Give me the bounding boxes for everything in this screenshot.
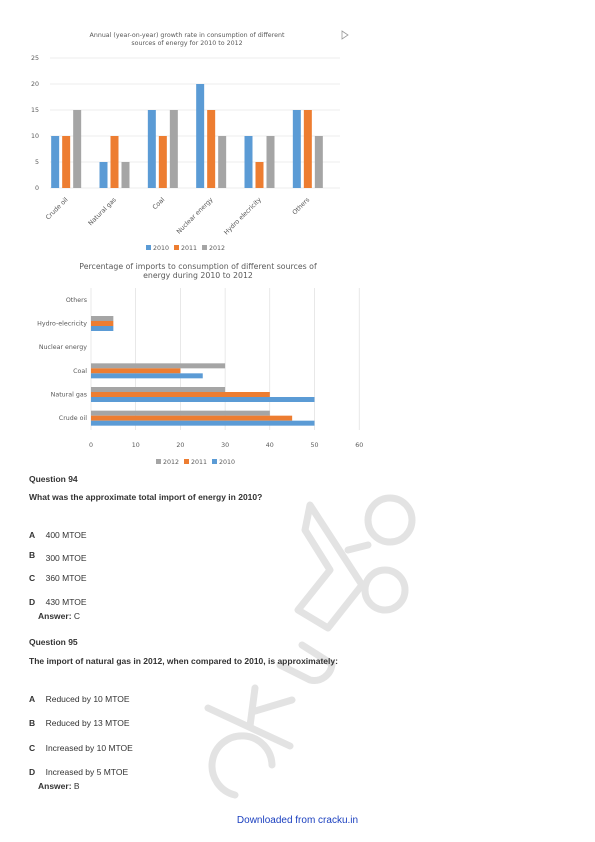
bar-2010-hydro-elecricity <box>91 326 113 331</box>
bar-2010-crude-oil <box>51 136 59 188</box>
play-arrow-icon <box>340 30 350 40</box>
question-95-option-a[interactable] <box>29 689 130 707</box>
legend-label: 2010 <box>219 459 236 466</box>
bar-2010-others <box>293 110 301 188</box>
x-tick-label: 10 <box>131 442 140 449</box>
x-tick-label: 20 <box>176 442 185 449</box>
legend-swatch-2010 <box>212 459 217 464</box>
bar-2010-natural-gas <box>91 397 315 402</box>
growth-rate-bar-chart <box>30 28 345 263</box>
y-tick-label: 25 <box>30 55 39 62</box>
x-tick-label: Crude oil <box>44 196 70 222</box>
bar-2012-nuclear-energy <box>218 136 226 188</box>
option-text: 300 MTOE <box>45 553 87 563</box>
bar-2010-hydro-elecricity <box>245 136 253 188</box>
cracku-watermark <box>180 450 440 830</box>
legend-label: 2011 <box>181 245 198 252</box>
x-tick-label: 30 <box>221 442 230 449</box>
bar-2010-nuclear-energy <box>196 84 204 188</box>
bar-2010-coal <box>148 110 156 188</box>
x-tick-label: Nuclear energy <box>175 196 215 236</box>
bar-2012-coal <box>91 363 225 368</box>
bar-2011-crude-oil <box>62 136 70 188</box>
option-text: 400 MTOE <box>45 530 87 540</box>
option-letter: B <box>29 550 36 560</box>
y-tick-label: 5 <box>34 159 39 166</box>
y-tick-label: 10 <box>30 133 39 140</box>
option-text: 430 MTOE <box>45 597 87 607</box>
bar-2011-hydro-elecricity <box>91 321 113 326</box>
bar-2011-hydro-elecricity <box>256 162 264 188</box>
y-category-label: Others <box>65 296 87 304</box>
bar-2011-natural-gas <box>111 136 119 188</box>
bar-2010-natural-gas <box>100 162 108 188</box>
legend-label: 2012 <box>163 459 180 466</box>
bar-2011-coal <box>159 136 167 188</box>
bar-2012-hydro-elecricity <box>267 136 275 188</box>
option-letter: D <box>29 767 36 777</box>
option-letter: B <box>29 718 36 728</box>
question-95-text: The import of natural gas in 2012, when compared to 2010, is approximately: <box>29 656 338 666</box>
option-letter: A <box>29 694 36 704</box>
x-tick-label: Coal <box>151 196 167 212</box>
question-94-option-d[interactable] <box>29 592 87 610</box>
footer-download-link[interactable]: Downloaded from cracku.in <box>236 815 359 826</box>
option-text: Reduced by 13 MTOE <box>45 718 130 728</box>
legend-swatch-2012 <box>156 459 161 464</box>
option-letter: C <box>29 743 36 753</box>
y-tick-label: 15 <box>30 107 39 114</box>
question-94-option-b[interactable] <box>29 548 87 566</box>
question-94-option-a[interactable] <box>29 525 87 543</box>
chart1-title-line1: Annual (year-on-year) growth rate in consumption of different <box>89 32 285 39</box>
x-tick-label: Natural gas <box>87 196 118 228</box>
bar-2010-coal <box>91 373 203 378</box>
option-text: 360 MTOE <box>45 573 87 583</box>
legend-swatch-2012 <box>202 245 207 250</box>
bar-2012-natural-gas <box>122 162 130 188</box>
question-95-label: Question 95 <box>29 637 78 647</box>
bar-2011-nuclear-energy <box>207 110 215 188</box>
option-text: Increased by 5 MTOE <box>45 767 129 777</box>
option-letter: A <box>29 530 36 540</box>
y-category-label: Coal <box>73 367 87 375</box>
legend-swatch-2010 <box>146 245 151 250</box>
answer-value: C <box>73 611 81 621</box>
y-category-label: Natural gas <box>50 391 87 399</box>
legend-label: 2011 <box>191 459 208 466</box>
bar-2012-crude-oil <box>73 110 81 188</box>
bar-2011-others <box>304 110 312 188</box>
option-letter: C <box>29 573 36 583</box>
question-94-label: Question 94 <box>29 474 78 484</box>
answer-label: Answer: <box>38 781 72 791</box>
y-category-label: Hydro-elecricity <box>37 320 87 328</box>
bar-2011-crude-oil <box>91 416 292 421</box>
question-95-option-c[interactable] <box>29 738 133 756</box>
x-tick-label: 50 <box>310 442 319 449</box>
question-94-text: What was the approximate total import of energy in 2010? <box>29 492 263 502</box>
x-tick-label: Hydro elecricity <box>222 196 263 237</box>
y-category-label: Nuclear energy <box>38 344 87 352</box>
question-95-answer <box>38 781 80 791</box>
question-95-option-d[interactable] <box>29 762 128 780</box>
answer-label: Answer: <box>38 611 72 621</box>
chart1-title-line2: sources of energy for 2010 to 2012 <box>131 40 243 47</box>
bar-2012-others <box>315 136 323 188</box>
chart2-title-line1: Percentage of imports to consumption of different sources of <box>79 262 317 271</box>
bar-2012-natural-gas <box>91 387 225 392</box>
imports-percentage-bar-chart <box>30 258 370 473</box>
legend-label: 2010 <box>153 245 170 252</box>
legend-swatch-2011 <box>174 245 179 250</box>
y-tick-label: 20 <box>30 81 39 88</box>
y-tick-label: 0 <box>34 185 39 192</box>
bar-2011-natural-gas <box>91 392 270 397</box>
legend-swatch-2011 <box>184 459 189 464</box>
bar-2011-coal <box>91 368 180 373</box>
question-95-option-b[interactable] <box>29 713 130 731</box>
question-94-answer <box>38 611 80 621</box>
option-text: Reduced by 10 MTOE <box>45 694 130 704</box>
option-letter: D <box>29 597 36 607</box>
option-text: Increased by 10 MTOE <box>45 743 133 753</box>
bar-2012-hydro-elecricity <box>91 316 113 321</box>
x-tick-label: Others <box>291 196 312 217</box>
answer-value: B <box>73 781 80 791</box>
bar-2010-crude-oil <box>91 421 315 426</box>
x-tick-label: 60 <box>355 442 364 449</box>
question-94-option-c[interactable] <box>29 568 87 586</box>
y-category-label: Crude oil <box>58 415 87 423</box>
x-tick-label: 40 <box>265 442 274 449</box>
bar-2012-crude-oil <box>91 411 270 416</box>
legend-label: 2012 <box>209 245 226 252</box>
bar-2012-coal <box>170 110 178 188</box>
x-tick-label: 0 <box>88 442 94 449</box>
chart2-title-line2: energy during 2010 to 2012 <box>143 271 253 280</box>
